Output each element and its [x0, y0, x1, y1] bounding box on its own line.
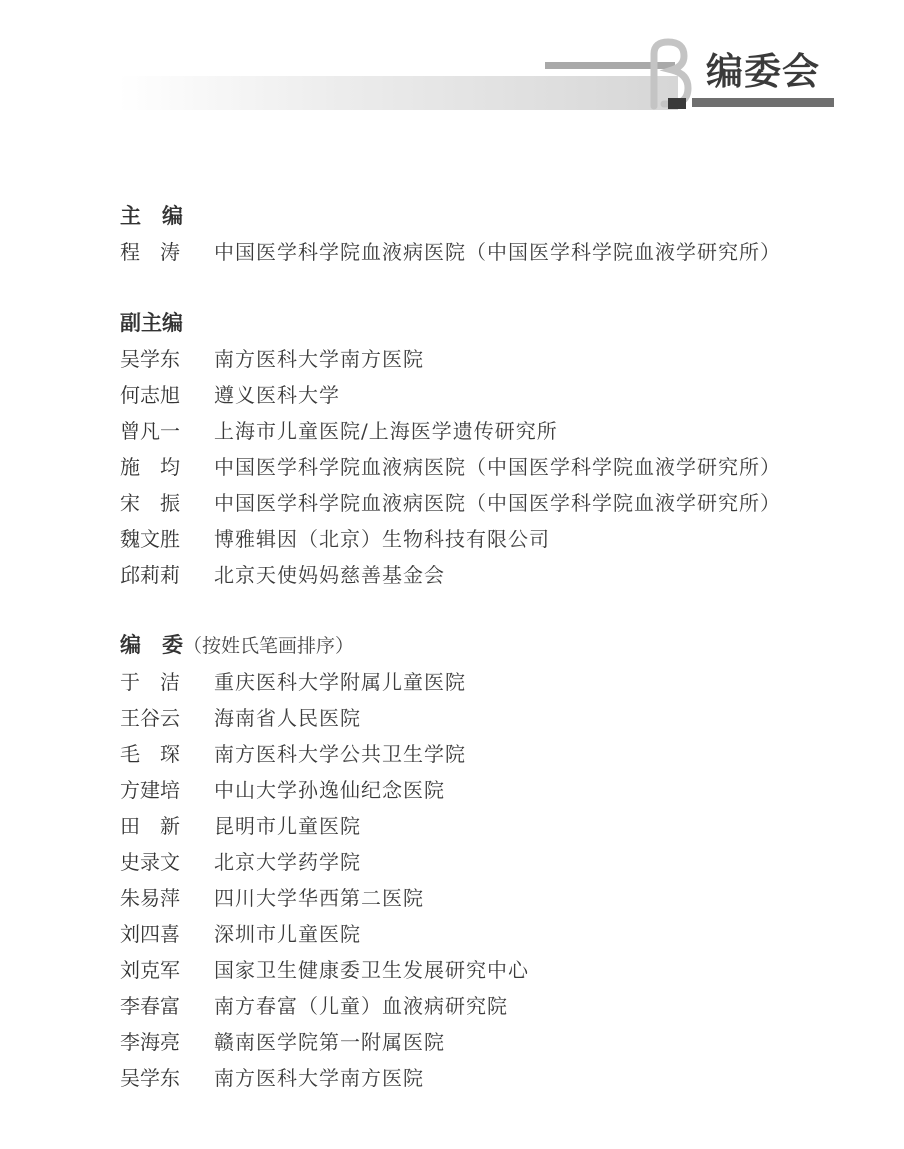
page-title: 编委会: [706, 50, 820, 93]
member-name: 刘四喜: [120, 922, 180, 946]
member-name: 魏文胜: [120, 527, 180, 551]
member-org: 中国医学科学院血液病医院（中国医学科学院血液学研究所）: [214, 240, 781, 264]
member-row: [120, 880, 860, 916]
member-org: 北京大学药学院: [214, 850, 361, 874]
member-row: [120, 449, 860, 485]
member-org: 南方医科大学公共卫生学院: [214, 742, 466, 766]
section-title-deputy: 副主编: [120, 311, 183, 335]
member-row: [120, 234, 860, 270]
member-row: [120, 377, 860, 413]
member-row: [120, 952, 860, 988]
member-row: [120, 664, 860, 700]
member-row: [120, 988, 860, 1024]
section-editorial-board: [120, 627, 860, 1096]
member-org: 海南省人民医院: [214, 706, 361, 730]
header-underbar: [692, 98, 834, 107]
member-name: 方建培: [120, 778, 180, 802]
member-row: [120, 844, 860, 880]
member-org: 昆明市儿童医院: [214, 814, 361, 838]
section-title-editors: [120, 627, 860, 664]
member-name: 曾凡一: [120, 419, 180, 443]
member-name: 田 新: [120, 814, 180, 838]
member-org: 南方医科大学南方医院: [214, 1066, 424, 1090]
header-dark-block: [668, 98, 686, 109]
member-row: [120, 700, 860, 736]
member-org: 上海市儿童医院/上海医学遗传研究所: [214, 419, 558, 443]
member-name: 李春富: [120, 994, 180, 1018]
member-org: 四川大学华西第二医院: [214, 886, 424, 910]
member-row: [120, 521, 860, 557]
member-name: 史录文: [120, 850, 180, 874]
member-org: 赣南医学院第一附属医院: [214, 1030, 445, 1054]
member-name: 吴学东: [120, 1066, 180, 1090]
section-chief-editor: [120, 198, 860, 270]
member-name: 朱易萍: [120, 886, 180, 910]
member-org: 深圳市儿童医院: [214, 922, 361, 946]
member-name: 于 洁: [120, 670, 180, 694]
member-row: [120, 736, 860, 772]
member-name: 何志旭: [120, 383, 180, 407]
member-org: 南方春富（儿童）血液病研究院: [214, 994, 508, 1018]
member-name: 刘克军: [120, 958, 180, 982]
member-name: 邱莉莉: [120, 563, 180, 587]
member-name: 程 涛: [120, 240, 180, 264]
member-name: 毛 琛: [120, 742, 180, 766]
member-row: [120, 916, 860, 952]
header-gradient-band: [118, 76, 678, 110]
member-row: [120, 1024, 860, 1060]
member-org: 国家卫生健康委卫生发展研究中心: [214, 958, 529, 982]
header-ornament-icon: [634, 36, 696, 110]
member-row: [120, 772, 860, 808]
member-row: [120, 808, 860, 844]
member-org: 南方医科大学南方医院: [214, 347, 424, 371]
section-sort-note: （按姓氏笔画排序）: [183, 635, 355, 657]
member-name: 宋 振: [120, 491, 180, 515]
section-title-editors-label: 编 委: [120, 633, 183, 657]
member-row: [120, 485, 860, 521]
section-deputy-editors: [120, 305, 860, 593]
member-name: 李海亮: [120, 1030, 180, 1054]
member-org: 北京天使妈妈慈善基金会: [214, 563, 445, 587]
member-row: [120, 341, 860, 377]
member-org: 中国医学科学院血液病医院（中国医学科学院血液学研究所）: [214, 455, 781, 479]
section-title-chief: 主 编: [120, 204, 183, 228]
member-org: 重庆医科大学附属儿童医院: [214, 670, 466, 694]
member-name: 施 均: [120, 455, 180, 479]
member-row: [120, 1060, 860, 1096]
member-org: 中山大学孙逸仙纪念医院: [214, 778, 445, 802]
member-row: [120, 413, 860, 449]
member-org: 中国医学科学院血液病医院（中国医学科学院血液学研究所）: [214, 491, 781, 515]
member-name: 吴学东: [120, 347, 180, 371]
member-row: [120, 557, 860, 593]
member-org: 博雅辑因（北京）生物科技有限公司: [214, 527, 550, 551]
member-name: 王谷云: [120, 706, 180, 730]
member-org: 遵义医科大学: [214, 383, 340, 407]
